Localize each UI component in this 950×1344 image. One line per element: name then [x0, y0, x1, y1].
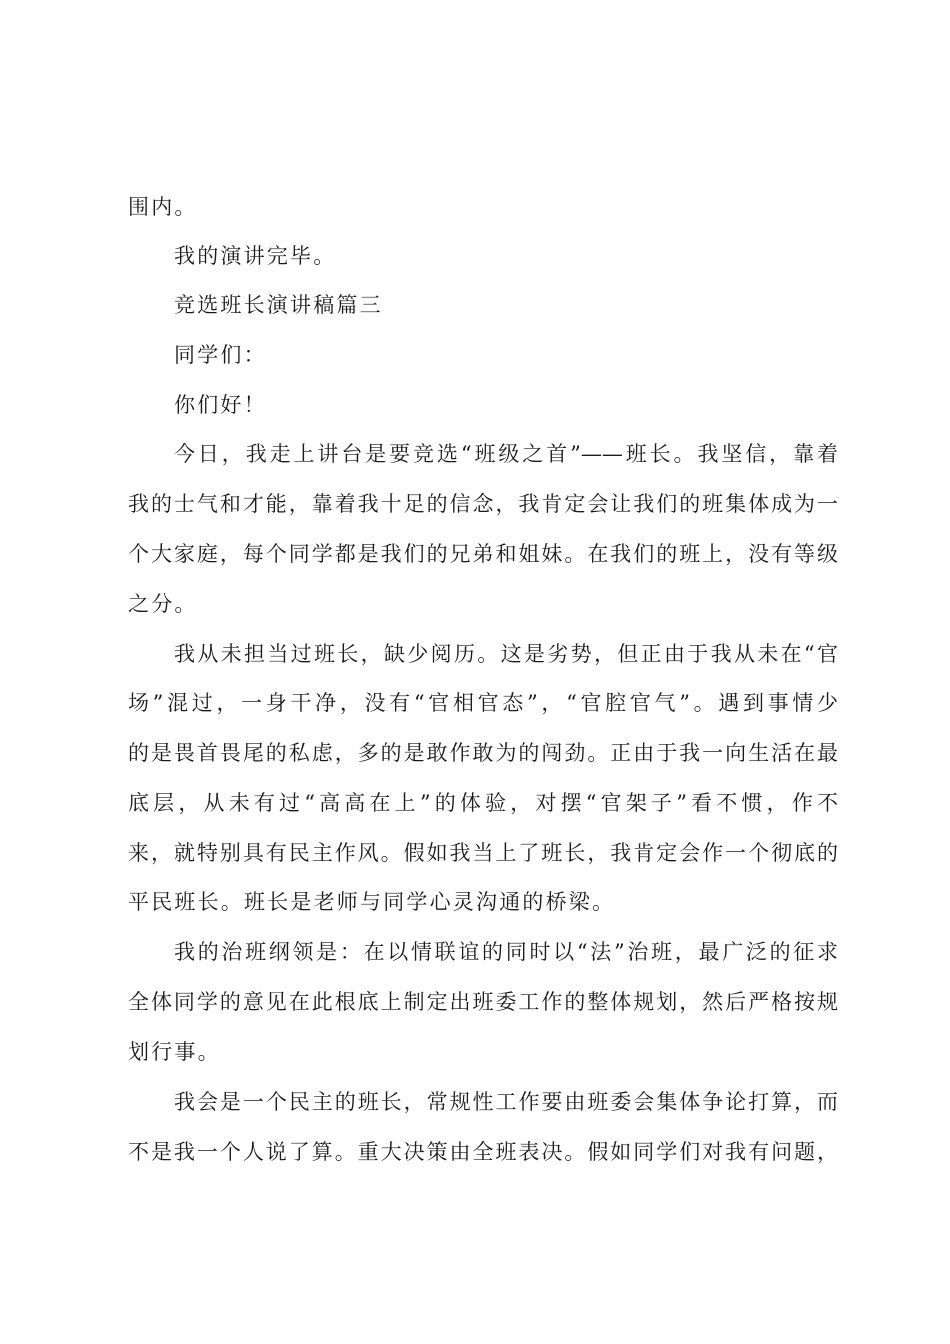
salutation: 同学们： [174, 343, 267, 367]
body-line: 之分。 [128, 592, 198, 616]
body-line: 的是畏首畏尾的私虑，多的是敢作敢为的闯劲。正由于我一向生活在最 [128, 741, 838, 765]
body-line: 来，就特别具有民主作风。假如我当上了班长，我肯定会作一个彻底的 [128, 841, 838, 865]
paragraph-end-line: 围内。 [128, 195, 198, 219]
body-line: 我从未担当过班长，缺少阅历。这是劣势，但正由于我从未在“官 [174, 642, 838, 666]
body-line: 个大家庭，每个同学都是我们的兄弟和姐妹。在我们的班上，没有等级 [128, 542, 838, 566]
body-line: 我的治班纲领是：在以情联谊的同时以“法”治班，最广泛的征求 [174, 940, 838, 964]
body-line: 我的士气和才能，靠着我十足的信念，我肯定会让我们的班集体成为一 [128, 492, 838, 516]
body-line: 全体同学的意见在此根底上制定出班委工作的整体规划，然后严格按规 [128, 990, 838, 1014]
body-line: 我会是一个民主的班长，常规性工作要由班委会集体争论打算，而 [174, 1090, 838, 1114]
body-line: 不是我一个人说了算。重大决策由全班表决。假如同学们对我有问题， [128, 1140, 838, 1164]
body-line: 底层，从未有过“高高在上”的体验，对摆“官架子”看不惯，作不 [128, 791, 838, 815]
closing-sentence: 我的演讲完毕。 [174, 244, 337, 268]
body-line: 今日，我走上讲台是要竞选“班级之首”——班长。我坚信，靠着 [174, 442, 838, 466]
body-line: 平民班长。班长是老师与同学心灵沟通的桥梁。 [128, 890, 616, 914]
section-title: 竞选班长演讲稿篇三 [174, 293, 383, 317]
greeting: 你们好！ [174, 393, 267, 417]
body-line: 场”混过，一身干净，没有“官相官态”，“官腔官气”。遇到事情少 [128, 691, 838, 715]
body-line: 划行事。 [128, 1040, 221, 1064]
